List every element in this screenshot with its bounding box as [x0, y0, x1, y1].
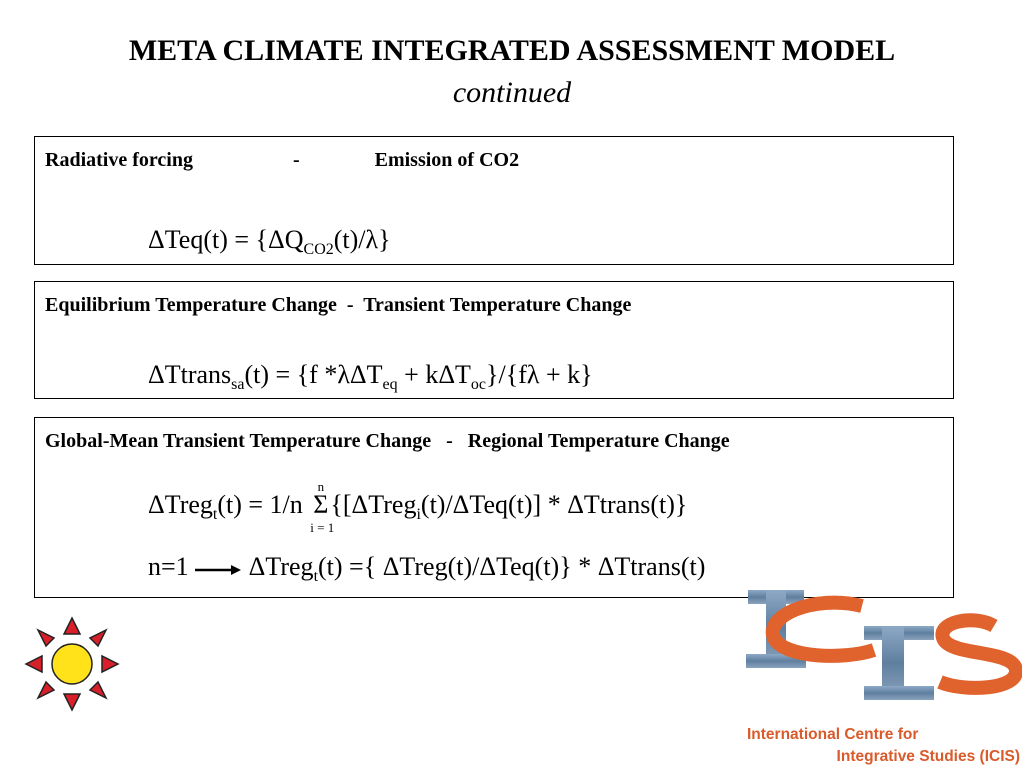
- panel-heading: Equilibrium Temperature Change - Transient Temperature Change: [45, 294, 632, 316]
- equation-ttrans: ΔTtrans$_{sa}$(t) = {f *λΔT$_{eq}$ + kΔT$_{oc}$}/{fλ + k}: [148, 360, 593, 393]
- summation-symbol: n Σ i = 1: [310, 479, 335, 535]
- slide-title-suffix: continued: [452, 76, 572, 109]
- equation-treg-n1: n=1 ΔTreg$_t$(t) ={ ΔTreg(t)/ΔTeq(t)} * ΔTtrans(t): [148, 552, 706, 585]
- icis-logo-icon: [744, 586, 1022, 706]
- equation-teq: $\Delta Teq(t) = \{\Delta Q_{CO2}(t)/\lambda\}$: [148, 225, 391, 258]
- icis-line-1: International Centre for: [747, 726, 919, 743]
- panel-heading: Radiative forcing - Emission of CO2: [45, 149, 520, 171]
- radiative-forcing-panel: [34, 136, 954, 265]
- slide-title: [0, 30, 1024, 114]
- icis-logo-text: [720, 724, 1020, 768]
- panel-heading: Global-Mean Transient Temperature Change - Regional Temperature Change: [45, 430, 730, 452]
- equilibrium-panel: [34, 281, 954, 399]
- regional-panel: [34, 417, 954, 598]
- equation-treg-sum: ΔTreg$_t$(t) = 1/n n Σ i = 1 {[ΔTreg$_i$(t)/ΔTeq(t)] * ΔTtrans(t)}: [148, 479, 688, 535]
- slide-title-main: META CLIMATE INTEGRATED ASSESSMENT MODEL: [128, 34, 896, 67]
- sun-logo-icon: [22, 614, 132, 714]
- icis-line-2: Integrative Studies (ICIS): [836, 748, 1020, 765]
- right-arrow-icon: [195, 562, 241, 576]
